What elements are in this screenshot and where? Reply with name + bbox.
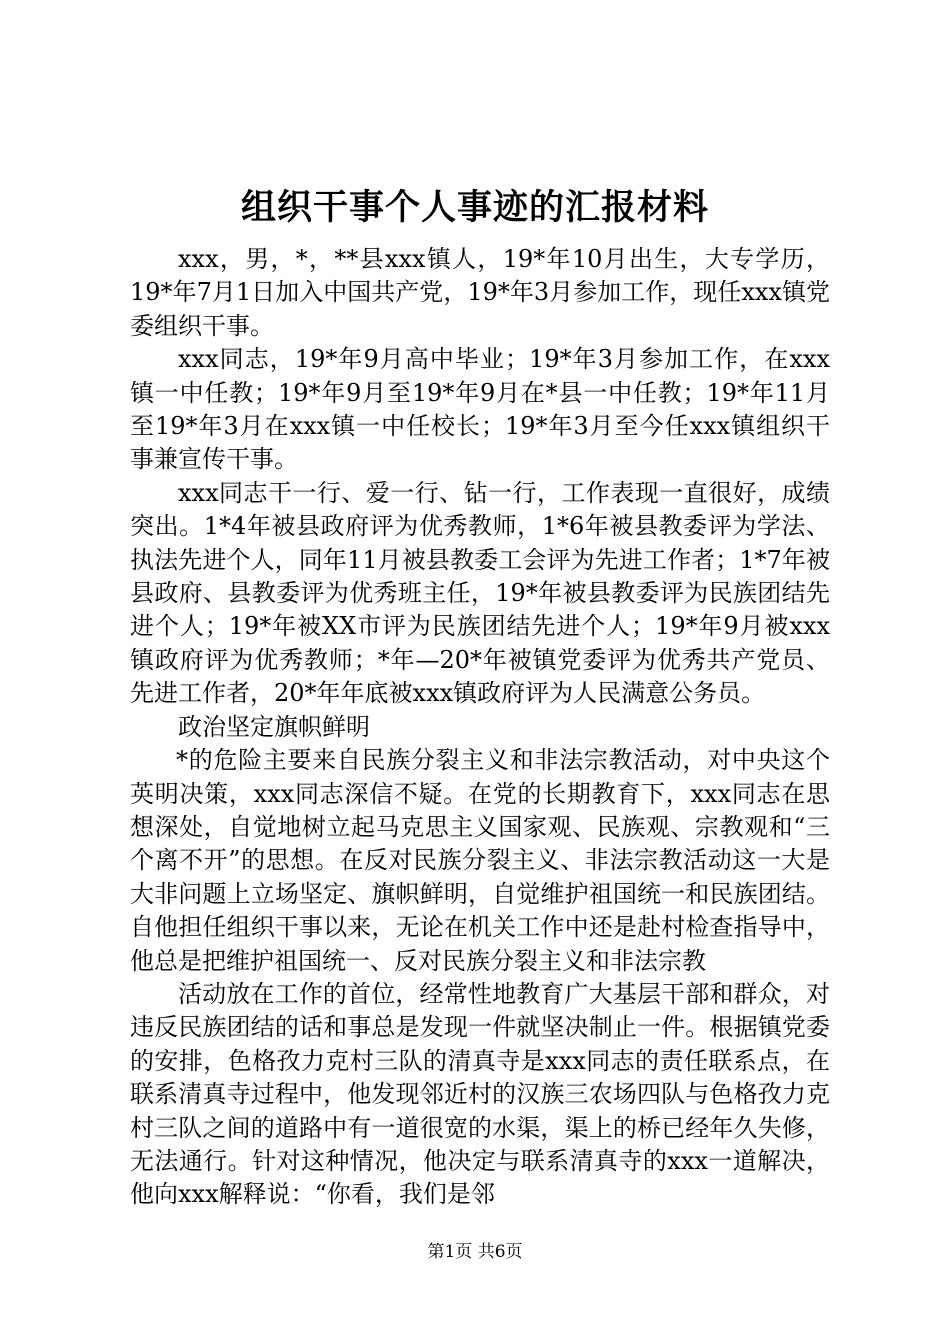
paragraph-political-stance: *的危险主要来自民族分裂主义和非法宗教活动，对中央这个英明决策，xxx同志深信不疑。在党的长期教育下，xxx同志在思想深处，自觉地树立起马克思主义国家观、民族观、宗教观和“三个离不开”的思想。在反对民族分裂主义、非法宗教活动这一大是大非问题上立场坚定、旗帜鲜明，自觉维护祖国统一和民族团结。自他担任组织干事以来，无论在机关工作中还是赴村检查指导中，他总是把维护祖国统一、反对民族分裂主义和非法宗教 <box>130 746 830 975</box>
paragraph-work-history: xxx同志，19*年9月高中毕业；19*年3月参加工作，在xxx镇一中任教；19*年9月至19*年9月在*县一中任教；19*年11月至19*年3月在xxx镇一中任校长；19*年3月至今任xxx镇组织干事兼宣传干事。 <box>130 345 830 474</box>
section-heading-political: 政治坚定旗帜鲜明 <box>178 712 370 741</box>
paragraph-honors: xxx同志干一行、爱一行、钻一行，工作表现一直很好，成绩突出。1*4年被县政府评为优秀教师，1*6年被县教委评为学法、执法先进个人，同年11月被县教委工会评为先进工作者；1*7年被县政府、县教委评为优秀班主任，19*年被县教委评为民族团结先进个人；19*年被XX市评为民族团结先进个人；19*年9月被xxx镇政府评为优秀教师；*年—20*年被镇党委评为优秀共产党员、先进工作者，20*年年底被xxx镇政府评为人民满意公务员。 <box>130 478 830 708</box>
paragraph-biography: xxx，男，*，**县xxx镇人，19*年10月出生，大专学历，19*年7月1日加入中国共产党，19*年3月参加工作，现任xxx镇党委组织干事。 <box>130 245 830 340</box>
paragraph-mosque-liaison: 活动放在工作的首位，经常性地教育广大基层干部和群众，对违反民族团结的话和事总是发现一件就坚决制止一件。根据镇党委的安排，色格孜力克村三队的清真寺是xxx同志的责任联系点，在联系清真寺过程中，他发现邻近村的汉族三农场四队与色格孜力克村三队之间的道路中有一道很宽的水渠，渠上的桥已经年久失修，无法通行。针对这种情况，他决定与联系清真寺的xxx一道解决，他向xxx解释说：“你看，我们是邻 <box>130 979 830 1209</box>
document-title: 组织干事个人事迹的汇报材料 <box>240 187 709 228</box>
page-footer: 第1页 共6页 <box>427 1242 523 1262</box>
document-body <box>130 243 830 1212</box>
